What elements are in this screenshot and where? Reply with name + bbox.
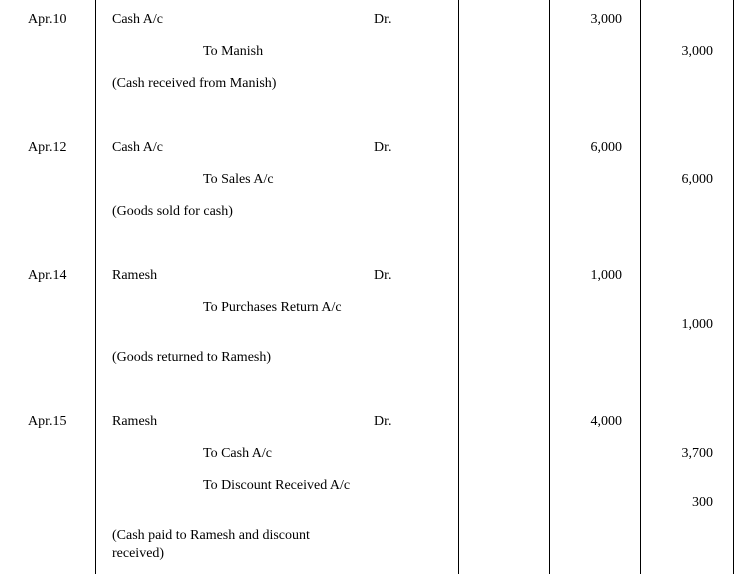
column-divider-credit <box>640 0 641 574</box>
credit-account: To Sales A/c <box>203 172 274 187</box>
dr-label: Dr. <box>374 414 392 429</box>
credit-amount: 3,700 <box>681 446 713 461</box>
entry-date: Apr.10 <box>28 12 67 27</box>
debit-account: Ramesh <box>112 268 158 283</box>
credit-amount: 6,000 <box>681 172 713 187</box>
debit-amount: 6,000 <box>590 140 622 155</box>
entry-date: Apr.14 <box>28 268 67 283</box>
credit-amount: 1,000 <box>681 317 713 332</box>
column-divider-date <box>95 0 96 574</box>
credit-account: To Cash A/c <box>203 446 273 461</box>
column-divider-debit <box>549 0 550 574</box>
debit-amount: 3,000 <box>590 12 622 27</box>
debit-account: Cash A/c <box>112 140 163 155</box>
column-divider-lf <box>458 0 459 574</box>
entry-date: Apr.12 <box>28 140 67 155</box>
narration: (Goods sold for cash) <box>112 204 233 219</box>
narration: (Cash received from Manish) <box>112 76 277 91</box>
column-divider-right <box>733 0 734 574</box>
debit-account: Ramesh <box>112 414 158 429</box>
credit-account: To Manish <box>203 44 264 59</box>
entry-date: Apr.15 <box>28 414 67 429</box>
credit-account: To Discount Received A/c <box>203 478 351 493</box>
dr-label: Dr. <box>374 268 392 283</box>
dr-label: Dr. <box>374 140 392 155</box>
debit-account: Cash A/c <box>112 12 163 27</box>
narration: (Goods returned to Ramesh) <box>112 350 272 365</box>
credit-amount: 3,000 <box>681 44 713 59</box>
dr-label: Dr. <box>374 12 392 27</box>
debit-amount: 1,000 <box>590 268 622 283</box>
debit-amount: 4,000 <box>590 414 622 429</box>
credit-account: To Purchases Return A/c <box>203 300 342 315</box>
narration: (Cash paid to Ramesh and discount received) <box>112 528 310 561</box>
credit-amount: 300 <box>692 495 713 510</box>
